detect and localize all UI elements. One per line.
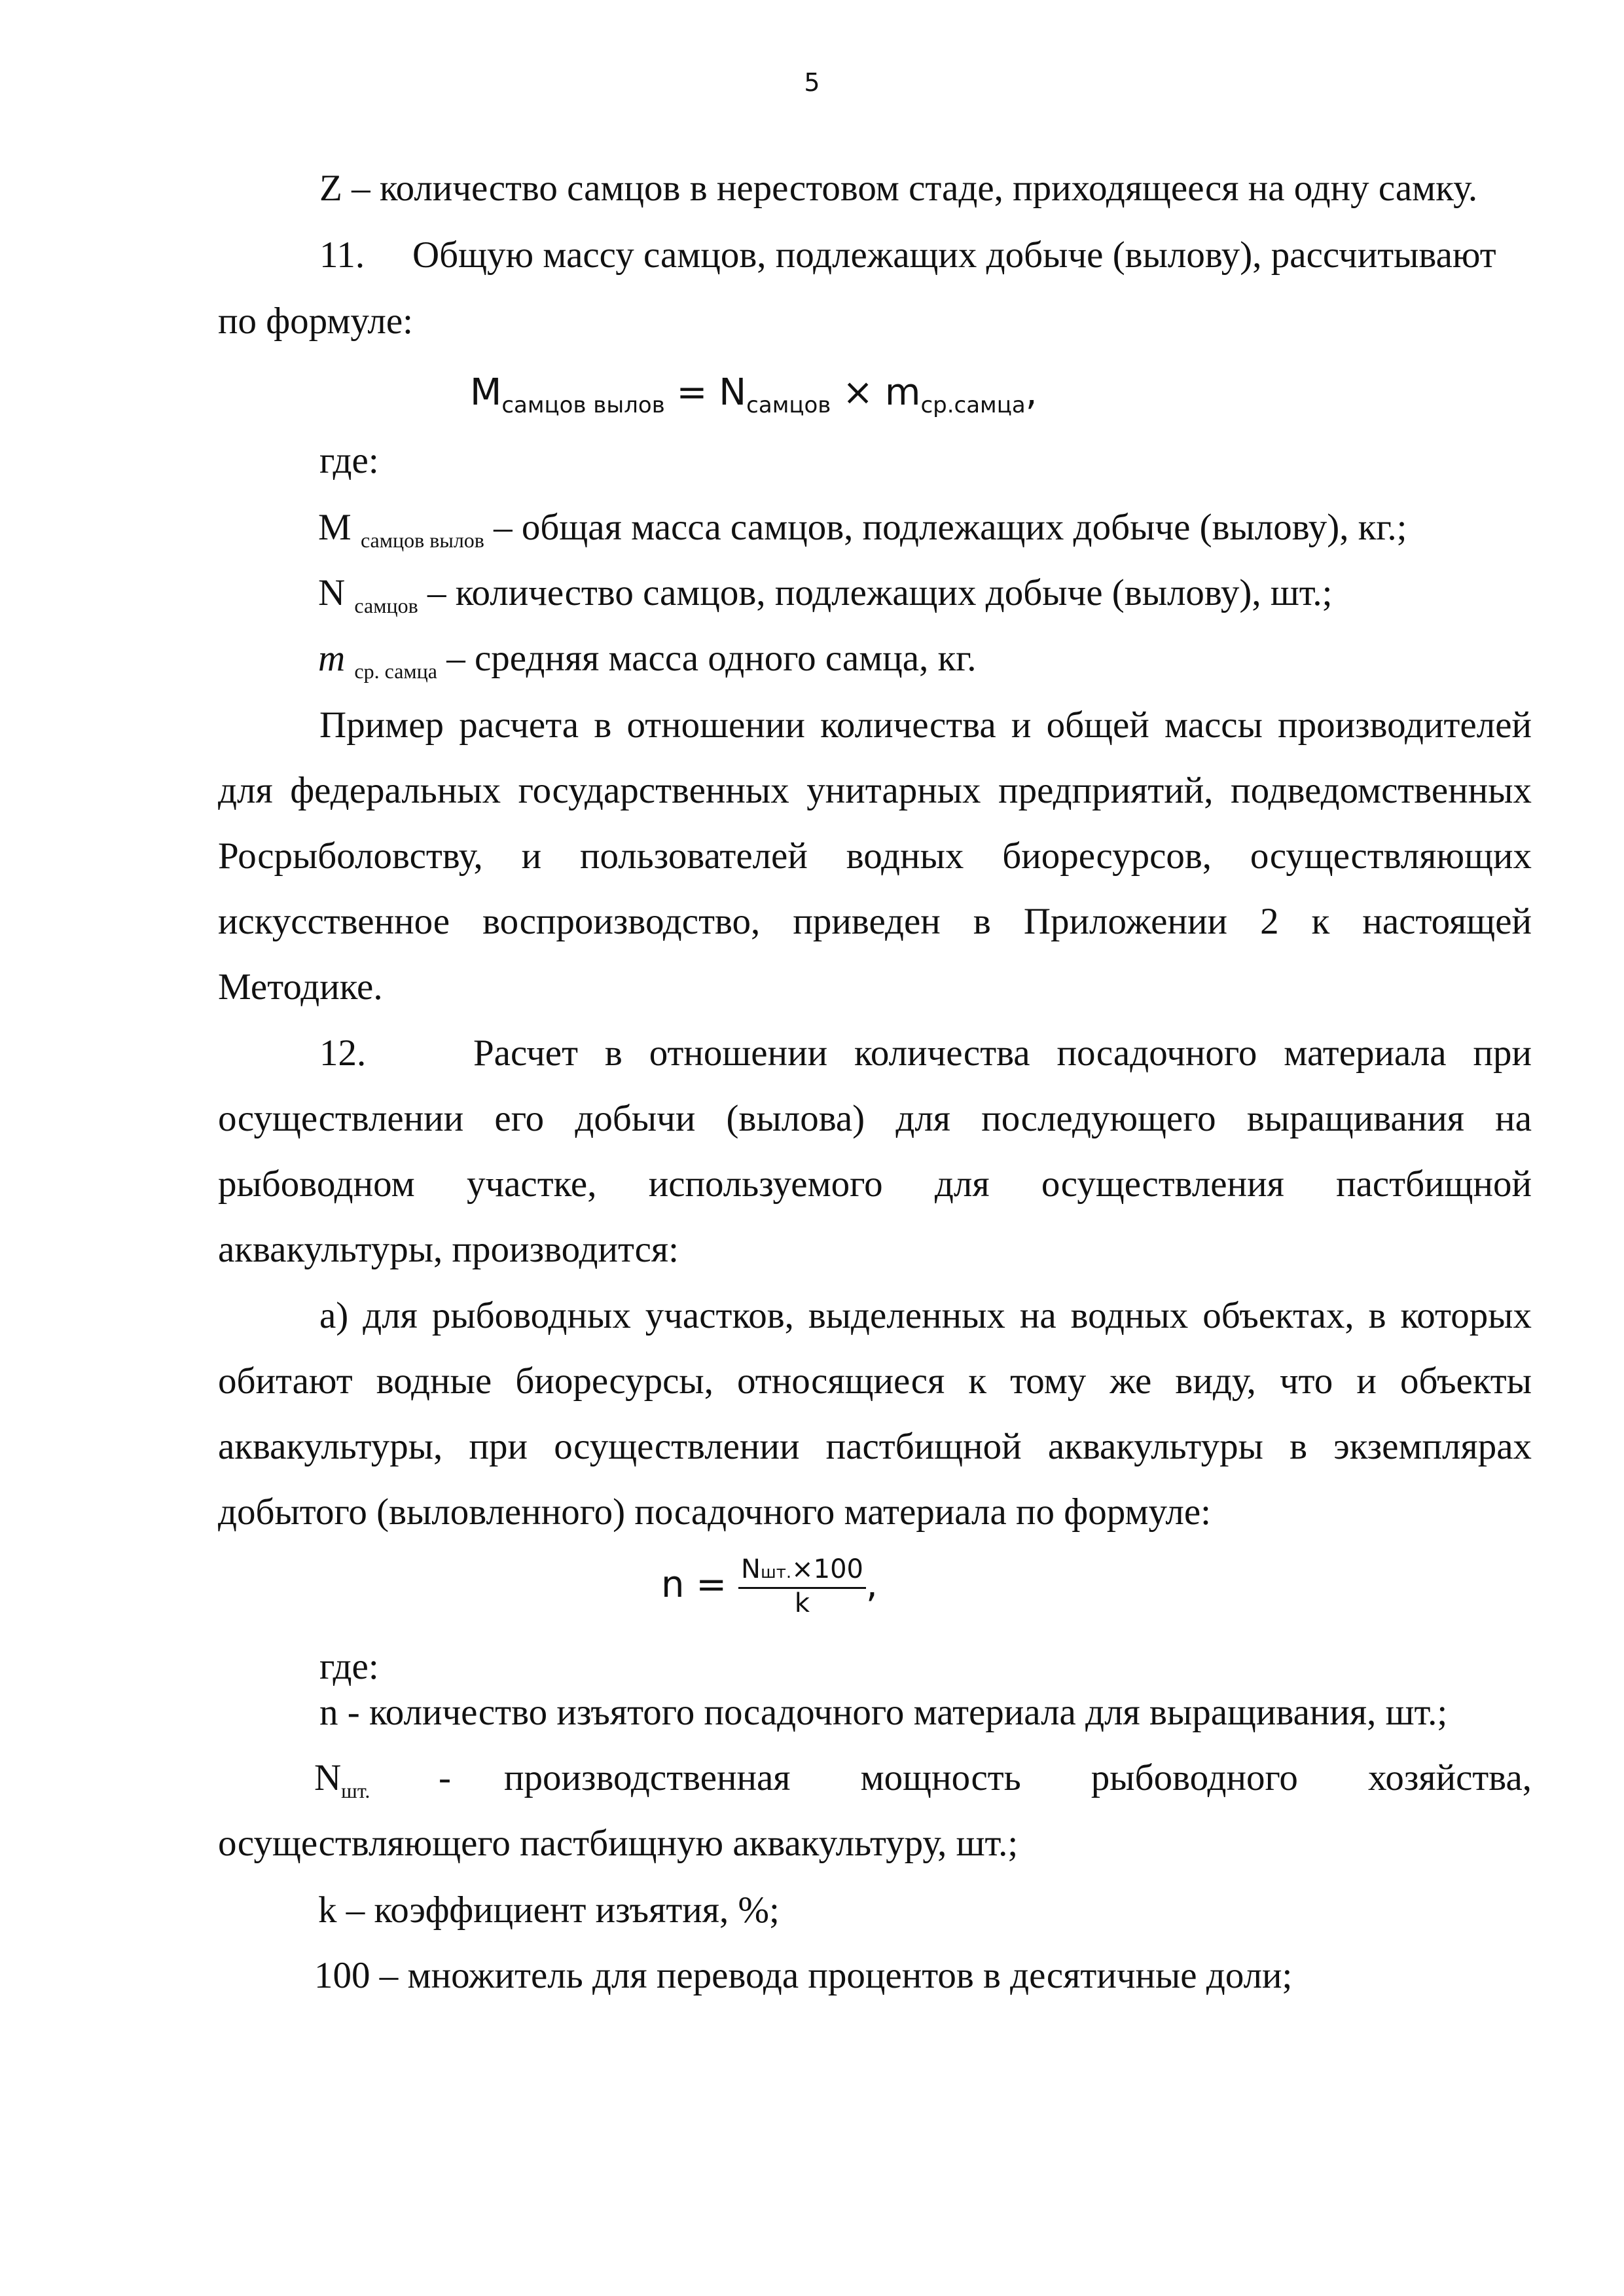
example-line-3: Росрыболовству, и пользователей водных биоресурсов, осуществляющих	[218, 835, 1532, 877]
sym-mcp-sub: ср. самца	[354, 659, 437, 683]
definition-nsht-line-1	[314, 1755, 1532, 1806]
sym-n: N	[318, 572, 346, 613]
definition-n: n - количество изъятого посадочного материала для выращивания, шт.;	[319, 1692, 1448, 1733]
def-n-text: – количество самцов, подлежащих добыче (вылову), шт.;	[418, 572, 1333, 613]
def-m-text: – общая масса самцов, подлежащих добыче (вылову), кг.;	[484, 507, 1407, 548]
sym-mcp: m	[318, 638, 346, 679]
example-line-5: Методике.	[218, 966, 383, 1008]
formula1-mm-sub: ср.самца	[920, 392, 1026, 418]
sym-nsht: N	[314, 1757, 342, 1798]
where-label-1: где:	[319, 440, 379, 481]
definition-nsht-line-2: осуществляющего пастбищную аквакультуру, шт.;	[218, 1823, 1019, 1864]
definition-male-count	[318, 570, 1332, 621]
where-label-2: где:	[319, 1646, 379, 1687]
paragraph-11-text: Общую массу самцов, подлежащих добыче (вылову), рассчитывают	[412, 234, 1496, 276]
formula-male-mass	[470, 369, 1038, 421]
paragraph-11-continuation: по формуле:	[218, 301, 413, 342]
paragraph-12-line-3: рыбоводном участке, используемого для осуществления пастбищной	[218, 1163, 1532, 1205]
formula2-lhs: n =	[661, 1563, 739, 1606]
example-line-1: Пример расчета в отношении количества и общей массы производителей	[319, 704, 1532, 746]
item-a-line-3: аквакультуры, при осуществлении пастбищной аквакультуры в экземплярах	[218, 1426, 1532, 1467]
formula-planting-material	[661, 1548, 878, 1621]
item-a-line-1: а) для рыбоводных участков, выделенных на водных объектах, в которых	[319, 1295, 1532, 1336]
definition-total-male-mass	[318, 504, 1407, 556]
paragraph-12-line-1: 12. Расчет в отношении количества посадочного материала при	[319, 1032, 1532, 1074]
z-definition: Z – количество самцов в нерестовом стаде, приходящееся на одну самку.	[319, 168, 1478, 209]
definition-mean-male-mass	[318, 635, 977, 687]
sym-m-sub: самцов вылов	[360, 528, 484, 552]
formula2-num-n: N	[741, 1554, 761, 1585]
formula1-m: M	[470, 371, 502, 414]
formula1-n: N	[719, 371, 747, 414]
page-number: 5	[804, 68, 820, 97]
example-line-2: для федеральных государственных унитарных предприятий, подведомственных	[218, 770, 1532, 811]
formula2-fraction	[738, 1555, 866, 1618]
formula1-n-sub: самцов	[746, 392, 831, 418]
formula1-m-sub: самцов вылов	[501, 392, 665, 418]
formula2-numerator	[738, 1555, 866, 1589]
formula1-mm: m	[884, 371, 921, 414]
formula2-num-sub: шт.	[760, 1563, 792, 1583]
formula2-num-rest: ×100	[791, 1554, 864, 1585]
sym-n-sub: самцов	[354, 594, 418, 617]
paragraph-12-line-2: осуществлении его добычи (вылова) для последующего выращивания на	[218, 1098, 1532, 1139]
formula1-times: ×	[831, 371, 885, 414]
paragraph-11-number: 11.	[319, 234, 365, 276]
sym-m: M	[318, 507, 352, 548]
paragraph-12-line-4: аквакультуры, производится:	[218, 1229, 679, 1270]
formula1-tail: ,	[1025, 371, 1038, 414]
formula2-denominator: k	[794, 1588, 810, 1619]
definition-100: 100 – множитель для перевода процентов в десятичные доли;	[314, 1955, 1293, 1996]
example-line-4: искусственное воспроизводство, приведен в Приложении 2 к настоящей	[218, 901, 1532, 942]
item-a-line-4: добытого (выловленного) посадочного материала по формуле:	[218, 1491, 1212, 1533]
formula2-tail: ,	[866, 1563, 878, 1606]
sym-nsht-sub: шт.	[341, 1779, 370, 1802]
def-mcp-text: – средняя масса одного самца, кг.	[437, 638, 977, 679]
def-nsht-text: производственная мощность рыбоводного хозяйства,	[504, 1757, 1532, 1798]
sym-dash: -	[439, 1757, 451, 1798]
definition-k: k – коэффициент изъятия, %;	[318, 1889, 780, 1931]
item-a-line-2: обитают водные биоресурсы, относящиеся к тому же виду, что и объекты	[218, 1360, 1532, 1402]
formula1-eq: =	[664, 371, 719, 414]
